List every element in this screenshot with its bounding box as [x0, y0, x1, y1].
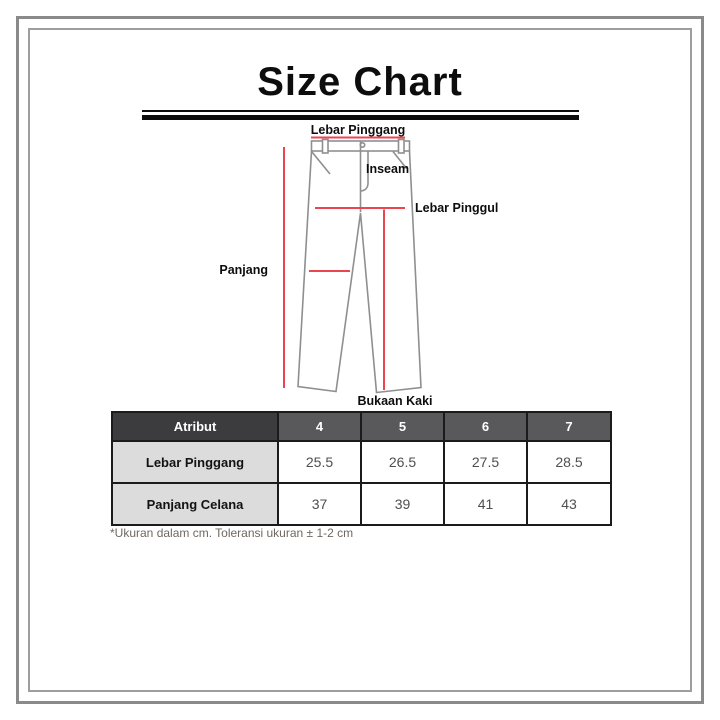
- table-row: [112, 441, 611, 483]
- cell-value: 43: [527, 483, 611, 525]
- row-label-panjang-celana: Panjang Celana: [112, 483, 278, 525]
- cell-value: 39: [361, 483, 444, 525]
- cell-value: 27.5: [444, 441, 527, 483]
- cell-value: 41: [444, 483, 527, 525]
- label-lebar-pinggang: Lebar Pinggang: [310, 123, 406, 137]
- label-panjang: Panjang: [219, 263, 268, 277]
- col-header-size-6: 6: [444, 412, 527, 441]
- cell-value: 37: [278, 483, 361, 525]
- row-label-lebar-pinggang: Lebar Pinggang: [112, 441, 278, 483]
- col-header-size-5: 5: [361, 412, 444, 441]
- cell-value: 26.5: [361, 441, 444, 483]
- label-inseam: Inseam: [366, 162, 410, 176]
- title-rule-thin: [142, 110, 579, 112]
- footnote: *Ukuran dalam cm. Toleransi ukuran ± 1-2 cm: [110, 526, 354, 540]
- table-header-row: [112, 412, 611, 441]
- cell-value: 28.5: [527, 441, 611, 483]
- col-header-size-4: 4: [278, 412, 361, 441]
- table-row: [112, 483, 611, 525]
- title-rule-thick: [142, 115, 579, 120]
- cell-value: 25.5: [278, 441, 361, 483]
- col-header-size-7: 7: [527, 412, 611, 441]
- page-title: Size Chart: [257, 60, 463, 104]
- label-bukaan-kaki: Bukaan Kaki: [357, 394, 433, 408]
- size-table: [111, 411, 612, 526]
- label-lebar-pinggul: Lebar Pinggul: [415, 201, 499, 215]
- col-header-atribut: Atribut: [112, 412, 278, 441]
